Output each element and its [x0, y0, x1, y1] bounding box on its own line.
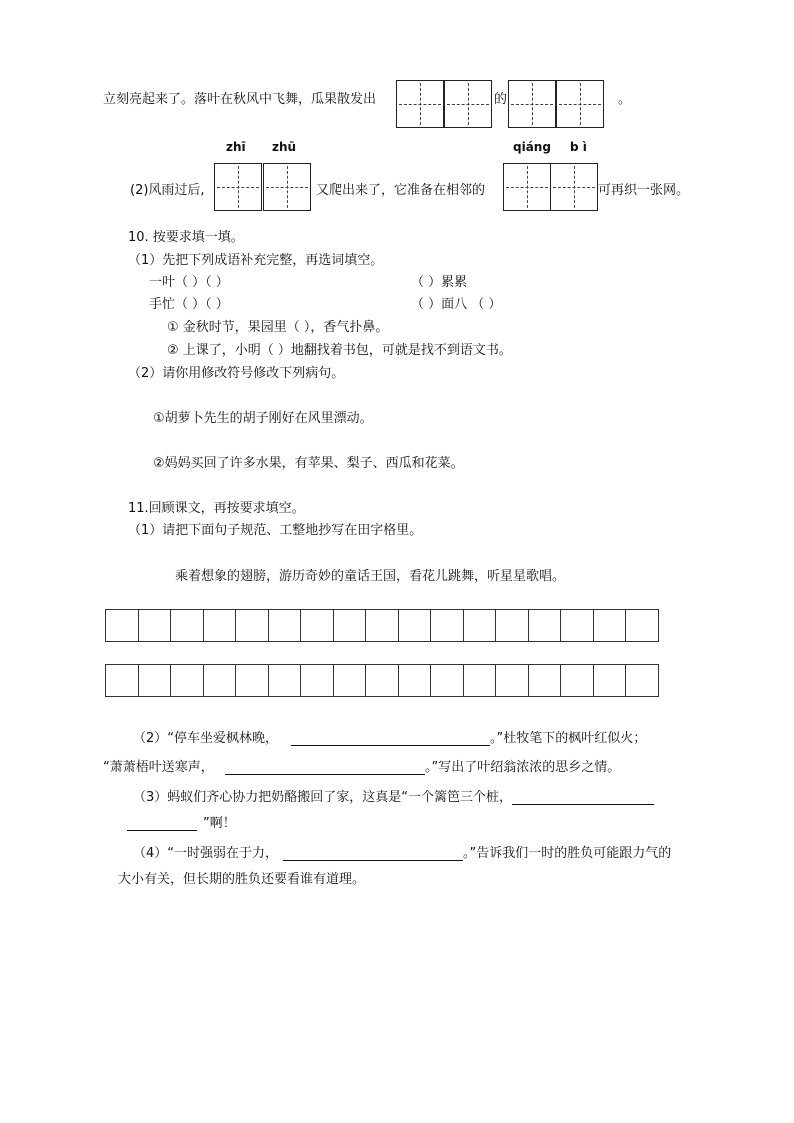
grid-cell[interactable] — [235, 609, 269, 642]
q9-line1-connector: 的 — [494, 92, 508, 107]
grid-cell[interactable] — [463, 664, 497, 697]
grid-cell[interactable] — [268, 609, 302, 642]
pinyin-label: b ì — [570, 140, 587, 154]
grid-cell[interactable] — [528, 609, 562, 642]
grid-cell[interactable] — [333, 609, 367, 642]
idiom-row2-left[interactable]: 手忙（ ）（ ） — [149, 297, 229, 312]
grid-cell[interactable] — [430, 609, 464, 642]
grid-cell[interactable] — [593, 664, 627, 697]
tianzige-box[interactable] — [444, 80, 492, 128]
grid-cell[interactable] — [138, 664, 172, 697]
copy-sentence: 乘着想象的翅膀，游历奇妙的童话王国，看花儿跳舞，听星星歌唱。 — [175, 569, 566, 584]
answer-blank[interactable] — [512, 804, 654, 805]
q11-3-part2: ”啊！ — [203, 816, 236, 831]
grid-cell[interactable] — [365, 664, 399, 697]
answer-blank[interactable] — [291, 745, 490, 746]
q11-2-part2: 。”杜牧笔下的枫叶红似火； — [490, 731, 647, 746]
q11-3-part1: （3）蚂蚁们齐心协力把奶酪搬回了家，这真是“一个篱笆三个桩， — [133, 790, 513, 805]
pinyin-label: zhū — [272, 140, 297, 154]
grid-cell[interactable] — [105, 664, 139, 697]
tianzige-box[interactable] — [503, 163, 551, 211]
idiom-row2-right[interactable]: （ ）面八 （ ） — [411, 297, 502, 312]
answer-blank[interactable] — [283, 860, 463, 861]
q11-4-part2: 。”告诉我们一时的胜负可能跟力气的 — [463, 846, 672, 861]
q11-2-part4: 。”写出了叶绍翁浓浓的思乡之情。 — [425, 760, 621, 775]
copy-grid-row-2 — [105, 664, 659, 697]
fill-sentence-2[interactable]: ② 上课了，小明（ ）地翻找着书包，可就是找不到语文书。 — [167, 343, 512, 358]
q10-title: 10. 按要求填一填。 — [128, 230, 244, 245]
grid-cell[interactable] — [170, 664, 204, 697]
tianzige-box[interactable] — [263, 163, 311, 211]
idiom-row1-right[interactable]: （ ）累累 — [411, 275, 468, 290]
grid-cell[interactable] — [105, 609, 139, 642]
grid-cell[interactable] — [593, 609, 627, 642]
q11-4-part3: 大小有关，但长期的胜负还要看谁有道理。 — [118, 872, 366, 887]
q11-2-part3: “萧萧梧叶送寒声， — [103, 760, 214, 775]
q11-4-part1: （4）“一时强弱在于力， — [133, 846, 279, 861]
pinyin-label: qiáng — [513, 140, 551, 154]
grid-cell[interactable] — [625, 664, 659, 697]
q9-line2-end: 可再织一张网。 — [598, 183, 690, 198]
sick-sentence-2: ②妈妈买回了许多水果，有苹果、梨子、西瓜和花菜。 — [153, 456, 464, 471]
tianzige-box[interactable] — [508, 80, 556, 128]
tianzige-box[interactable] — [396, 80, 444, 128]
grid-cell[interactable] — [495, 664, 529, 697]
grid-cell[interactable] — [528, 664, 562, 697]
answer-blank[interactable] — [127, 830, 197, 831]
q9-line2-text: (2)风雨过后, — [130, 183, 205, 198]
q11-title: 11.回顾课文，再按要求填空。 — [128, 501, 305, 516]
answer-blank[interactable] — [225, 774, 425, 775]
grid-cell[interactable] — [333, 664, 367, 697]
grid-cell[interactable] — [170, 609, 204, 642]
grid-cell[interactable] — [625, 609, 659, 642]
q10-sub2: （2）请你用修改符号修改下列病句。 — [128, 366, 345, 381]
grid-cell[interactable] — [560, 664, 594, 697]
grid-cell[interactable] — [300, 664, 334, 697]
grid-cell[interactable] — [300, 609, 334, 642]
fill-sentence-1[interactable]: ① 金秋时节，果园里（ ），香气扑鼻。 — [167, 320, 389, 335]
grid-cell[interactable] — [495, 609, 529, 642]
tianzige-box[interactable] — [556, 80, 604, 128]
grid-cell[interactable] — [203, 609, 237, 642]
q9-line1-end: 。 — [618, 92, 632, 107]
tianzige-box[interactable] — [550, 163, 598, 211]
sick-sentence-1: ①胡萝卜先生的胡子刚好在风里漂动。 — [153, 411, 373, 426]
q11-sub1: （1）请把下面句子规范、工整地抄写在田字格里。 — [128, 523, 423, 538]
grid-cell[interactable] — [463, 609, 497, 642]
q9-line1-text: 立刻亮起来了。落叶在秋风中飞舞，瓜果散发出 — [103, 92, 377, 107]
grid-cell[interactable] — [138, 609, 172, 642]
pinyin-label: zhī — [226, 140, 246, 154]
grid-cell[interactable] — [398, 664, 432, 697]
grid-cell[interactable] — [365, 609, 399, 642]
idiom-row1-left[interactable]: 一叶（ ）（ ） — [149, 275, 229, 290]
q11-2-part1: （2）“停车坐爱枫林晚， — [133, 731, 279, 746]
q10-sub1: （1）先把下列成语补充完整，再选词填空。 — [128, 253, 384, 268]
grid-cell[interactable] — [235, 664, 269, 697]
grid-cell[interactable] — [398, 609, 432, 642]
q9-line2-middle: 又爬出来了，它准备在相邻的 — [316, 183, 486, 198]
grid-cell[interactable] — [430, 664, 464, 697]
copy-grid-row-1 — [105, 609, 659, 642]
grid-cell[interactable] — [203, 664, 237, 697]
tianzige-box[interactable] — [214, 163, 262, 211]
grid-cell[interactable] — [268, 664, 302, 697]
grid-cell[interactable] — [560, 609, 594, 642]
